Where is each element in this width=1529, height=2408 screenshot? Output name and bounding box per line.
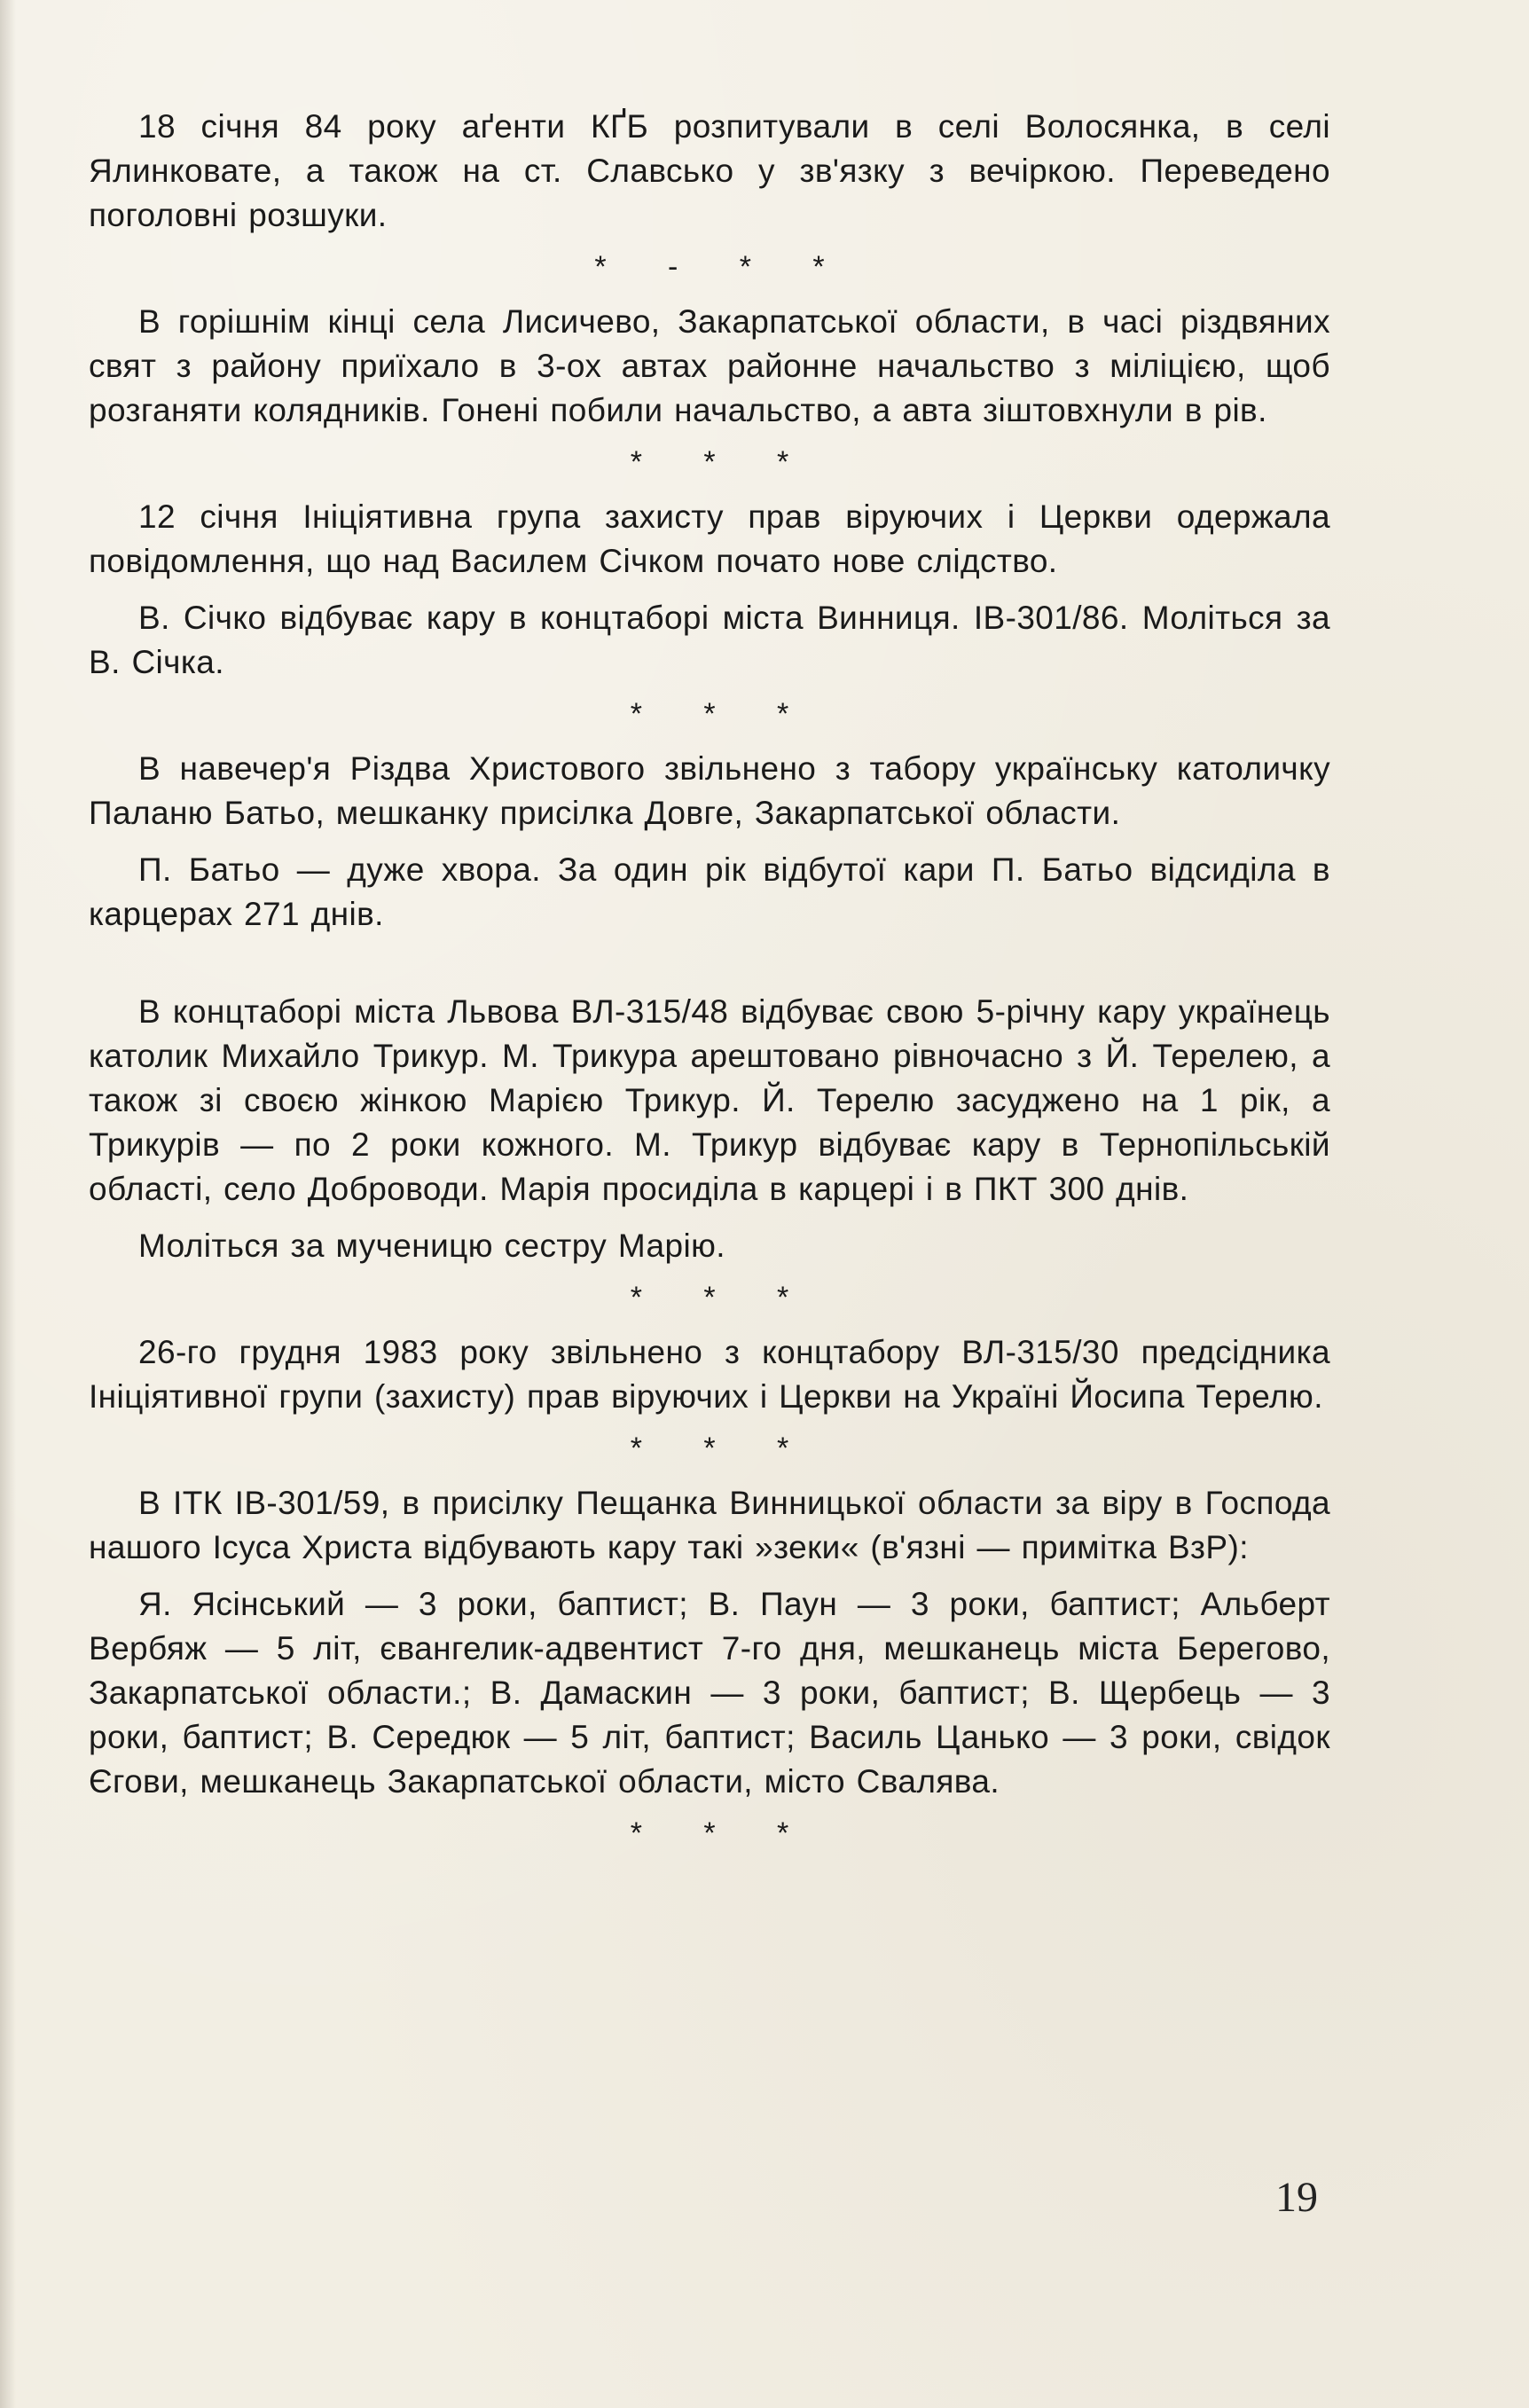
- paragraph-batio-health: П. Батьо — дуже хвора. За один рік відбутої кари П. Батьо відсиділа в карцерах 271 днів.: [89, 851, 1330, 932]
- page-text-body: [89, 105, 1330, 1866]
- section-separator: * * *: [630, 445, 816, 479]
- section-separator: * * *: [630, 1431, 816, 1465]
- page-number: 19: [1275, 2174, 1318, 2221]
- section-separator: * * *: [630, 1281, 816, 1314]
- paragraph-sichko-camp: В. Січко відбуває кару в концтаборі міста Винниця. ІВ-301/86. Моліться за В. Січка.: [89, 600, 1330, 680]
- paragraph-prayer-maria: Моліться за мученицю сестру Марію.: [138, 1228, 725, 1264]
- paragraph-lysychevo-carolers: В горішнім кінці села Лисичево, Закарпатської области, в часі різдвяних свят з району приїхало в 3-ох автах районне начальство з міліцією, щоб розганяти колядників. Гонені побили начальство, а авта зіштовхнули в рів.: [89, 303, 1330, 428]
- section-separator: * * *: [630, 697, 816, 731]
- paragraph-trykur-camp: В концтаборі міста Львова ВЛ-315/48 відбуває свою 5-річну кару українець католик Михайло Трикур. М. Трикура арештовано рівночасно з Й. Терелею, а також зі своєю жінкою Марією Трикур. Й. Терелю засуджено на 1 рік, а Трикурів — по 2 роки кожного. М. Трикур відбуває кару в Тернопільській області, село Доброводи. Марія просиділа в карцері і в ПКТ 300 днів.: [89, 993, 1330, 1207]
- section-separator: * - * *: [594, 250, 851, 284]
- paragraph-prisoner-list: Я. Ясінський — 3 роки, баптист; В. Паун — 3 роки, баптист; Альберт Вербяж — 5 літ, євангелик-адвентист 7-го дня, мешканець міста Берегово, Закарпатської области.; В. Дамаскин — 3 роки, баптист; В. Щербець — 3 роки, баптист; В. Середюк — 5 літ, баптист; Василь Цанько — 3 роки, свідок Єгови, мешканець Закарпатської области, місто Свалява.: [89, 1586, 1330, 1800]
- paragraph-sichko-investigation: 12 січня Ініціятивна група захисту прав віруючих і Церкви одержала повідомлення, що над Василем Січком почато нове слідство.: [89, 498, 1330, 579]
- paragraph-pishchanka-prisoners: В ІТК ІВ-301/59, в присілку Пещанка Винницької области за віру в Господа нашого Ісуса Христа відбувають кару такі »зеки« (в'язні — примітка ВзР):: [89, 1485, 1330, 1565]
- paragraph-kgb-search: 18 січня 84 року аґенти КҐБ розпитували в селі Волосянка, в селі Ялинковате, а також на ст. Славсько у зв'язку з вечіркою. Переведено поголовні розшуки.: [89, 108, 1330, 233]
- section-separator: * * *: [630, 1816, 816, 1850]
- paragraph-terelia-release: 26-го грудня 1983 року звільнено з концтабору ВЛ-315/30 предсідника Ініціятивної групи (захисту) прав віруючих і Церкви на Україні Йосипа Терелю.: [89, 1334, 1330, 1415]
- paragraph-batio-release: В навечер'я Різдва Христового звільнено з табору українську католичку Паланю Батьо, мешканку присілка Довге, Закарпатської области.: [89, 750, 1330, 831]
- page-gutter-shadow: [0, 0, 16, 2408]
